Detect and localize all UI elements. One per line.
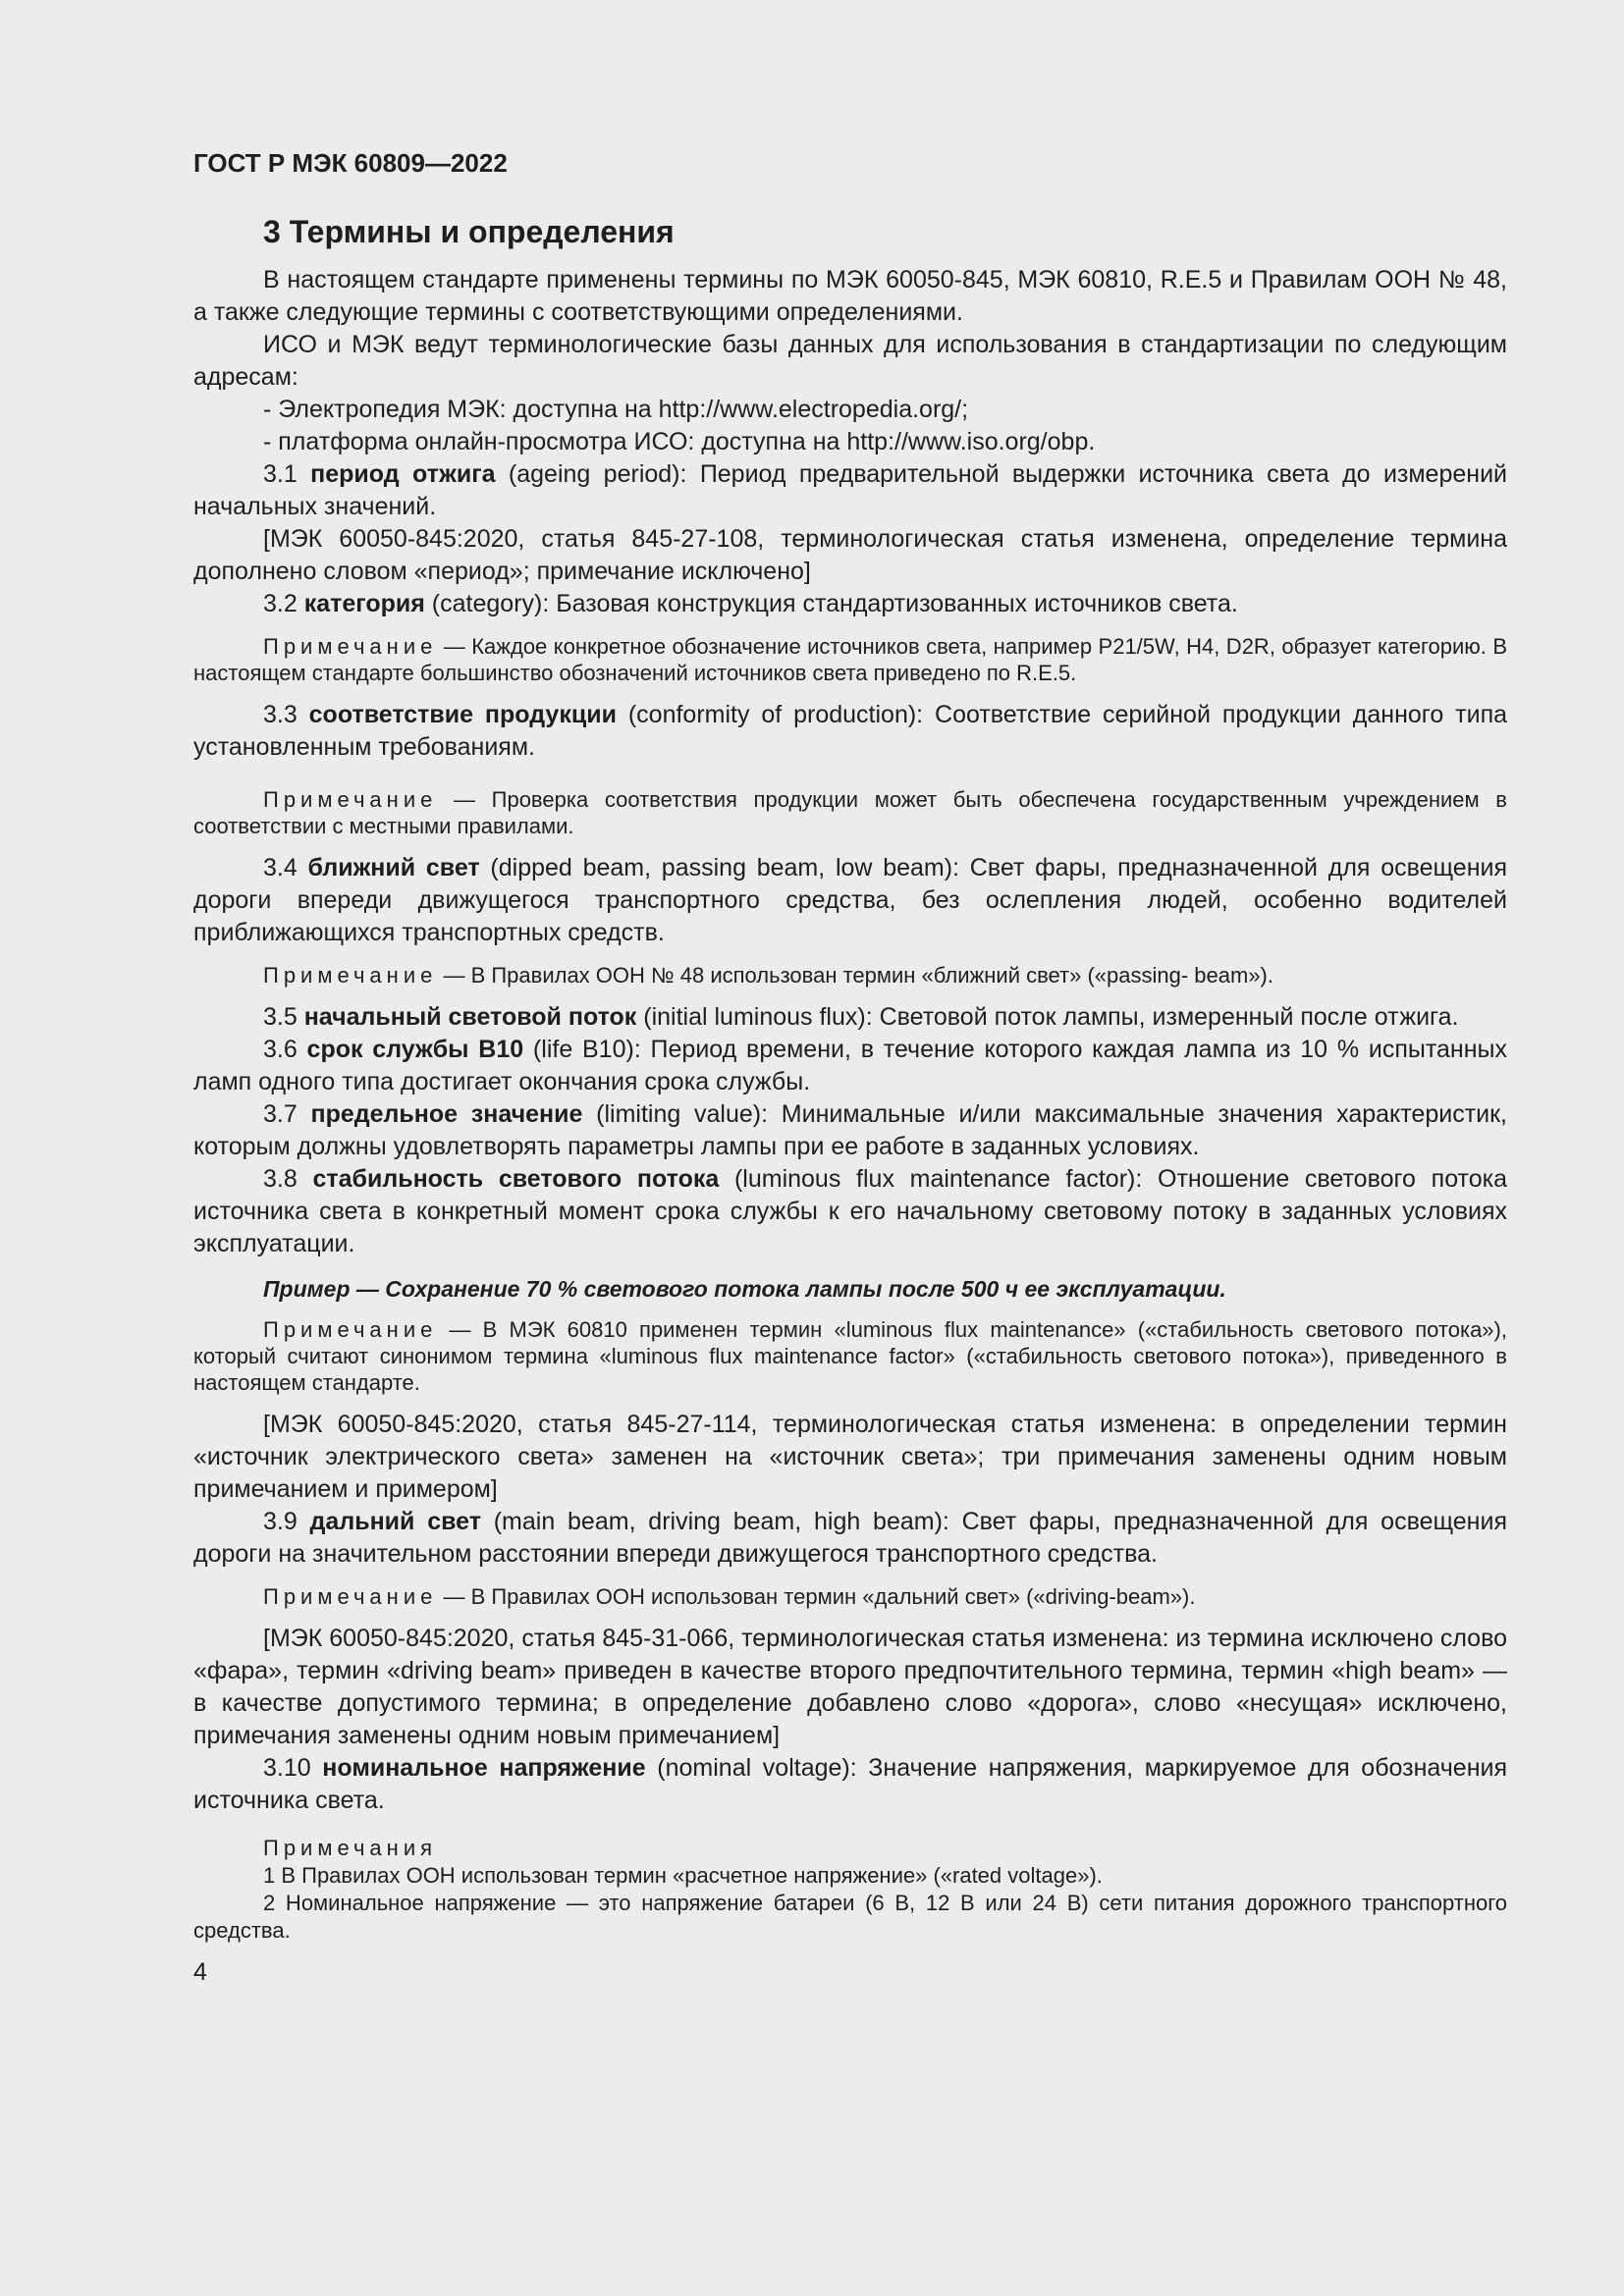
term-3-4	[193, 852, 1507, 949]
note-item-2: 2 Номинальное напряжение — это напряжение батареи (6 В, 12 В или 24 В) сети питания дорожного транспортного средства.	[193, 1891, 1507, 1943]
source-3-1: [МЭК 60050-845:2020, статья 845-27-108, терминологическая статья изменена, определение термина дополнено словом «период»; примечание исключено]	[193, 525, 1507, 585]
term-3-5	[193, 1001, 1507, 1034]
list-item-electropedia: - Электропедия МЭК: доступна на http://www.electropedia.org/;	[263, 396, 969, 423]
term-number: 3.1	[263, 460, 311, 488]
note-text: — В Правилах ООН № 48 использован термин «ближний свет» («passing- beam»).	[437, 963, 1273, 988]
term-name: срок службы B10	[306, 1036, 524, 1063]
term-3-6	[193, 1034, 1507, 1098]
term-name: категория	[303, 590, 425, 617]
intro-paragraph: В настоящем стандарте применены термины по МЭК 60050-845, МЭК 60810, R.E.5 и Правилам ООН № 48, а также следующие термины с соответствующими определениями.	[193, 266, 1507, 326]
note-3-4	[193, 962, 1507, 988]
term-number: 3.5	[263, 1003, 304, 1031]
document-header: ГОСТ Р МЭК 60809—2022	[193, 148, 508, 178]
term-definition: (initial luminous flux): Световой поток лампы, измеренный после отжига.	[636, 1003, 1459, 1031]
note-text: — Каждое конкретное обозначение источников света, например P21/5W, H4, D2R, образует категорию. В настоящем стандарте большинство обозначений источников света приведено по R.E.5.	[193, 634, 1507, 685]
term-name: стабильность светового потока	[312, 1165, 720, 1193]
term-definition: (conformity of production): Соответствие серийной продукции данного типа установленным требованиям.	[193, 701, 1508, 761]
term-definition: (main beam, driving beam, high beam): Свет фары, предназначенной для освещения дороги на значительном расстоянии впереди движущегося транспортного средства.	[193, 1508, 1507, 1568]
note-label: Примечание	[263, 1317, 438, 1342]
note-text: — Проверка соответствия продукции может быть обеспечена государственным учреждением в соответствии с местными правилами.	[193, 787, 1507, 838]
term-definition: (ageing period): Период предварительной выдержки источника света до измерений начальных значений.	[193, 460, 1508, 520]
term-definition: (dipped beam, passing beam, low beam): Свет фары, предназначенной для освещения дороги впереди движущегося транспортного средства, без ослепления людей, особенно водителей приближающихся транспортных средств.	[193, 854, 1508, 946]
section-title: 3 Термины и определения	[263, 214, 675, 249]
note-label: Примечание	[263, 963, 438, 988]
term-name: предельное значение	[310, 1100, 583, 1128]
source-3-8: [МЭК 60050-845:2020, статья 845-27-114, терминологическая статья изменена: в определении термин «источник электрического света» заменен на «источник света»; три примечания заменены одним новым примечанием и примером]	[193, 1411, 1507, 1503]
term-3-1	[193, 458, 1507, 523]
term-number: 3.9	[263, 1508, 310, 1535]
note-3-2	[193, 633, 1507, 686]
term-definition: (category): Базовая конструкция стандартизованных источников света.	[424, 590, 1238, 617]
page-content	[193, 145, 1507, 1989]
note-label: Примечание	[263, 787, 438, 812]
note-3-3	[193, 786, 1507, 839]
term-number: 3.10	[263, 1754, 323, 1782]
term-3-2	[193, 588, 1507, 620]
list-item-iso-obp: - платформа онлайн-просмотра ИСО: доступна на http://www.iso.org/obp.	[263, 428, 1096, 455]
term-name: номинальное напряжение	[322, 1754, 646, 1782]
term-3-3	[193, 699, 1507, 764]
term-3-7	[193, 1098, 1507, 1163]
page-number: 4	[193, 1958, 207, 1986]
note-3-8	[193, 1316, 1507, 1396]
term-number: 3.3	[263, 701, 309, 728]
note-3-9	[193, 1583, 1507, 1610]
term-definition: (life B10): Период времени, в течение которого каждая лампа из 10 % испытанных ламп одного типа достигает окончания срока службы.	[193, 1036, 1507, 1095]
term-3-9	[193, 1506, 1507, 1571]
term-number: 3.6	[263, 1036, 307, 1063]
iso-iec-paragraph: ИСО и МЭК ведут терминологические базы данных для использования в стандартизации по следующим адресам:	[193, 331, 1507, 391]
term-definition: (nominal voltage): Значение напряжения, маркируемое для обозначения источника света.	[193, 1754, 1508, 1814]
note-item-1: 1 В Правилах ООН использован термин «расчетное напряжение» («rated voltage»).	[263, 1863, 1103, 1888]
term-name: соответствие продукции	[308, 701, 617, 728]
term-name: период отжига	[310, 460, 496, 488]
note-text: — В МЭК 60810 применен термин «luminous flux maintenance» («стабильность светового потока»), который считают синонимом термина «luminous flux maintenance factor» («стабильность светового потока»), приведенного в настоящем стандарте.	[193, 1317, 1507, 1395]
term-name: ближний свет	[307, 854, 480, 881]
term-number: 3.8	[263, 1165, 313, 1193]
term-definition: (luminous flux maintenance factor): Отношение светового потока источника света в конкретный момент срока службы к его начальному световому потоку в заданных условиях эксплуатации.	[193, 1165, 1508, 1257]
notes-heading: Примечания	[263, 1836, 438, 1860]
note-label: Примечание	[263, 634, 438, 659]
term-number: 3.2	[263, 590, 304, 617]
term-3-8	[193, 1163, 1507, 1260]
term-number: 3.7	[263, 1100, 311, 1128]
term-3-10	[193, 1752, 1507, 1817]
note-label: Примечание	[263, 1584, 438, 1609]
term-definition: (limiting value): Минимальные и/или максимальные значения характеристик, которым должны удовлетворять параметры лампы при ее работе в заданных условиях.	[193, 1100, 1508, 1160]
example-3-8: Пример — Сохранение 70 % светового потока лампы после 500 ч ее эксплуатации.	[263, 1276, 1226, 1302]
term-number: 3.4	[263, 854, 308, 881]
term-name: начальный световой поток	[303, 1003, 637, 1031]
term-name: дальний свет	[309, 1508, 481, 1535]
source-3-9: [МЭК 60050-845:2020, статья 845-31-066, терминологическая статья изменена: из термина исключено слово «фара», термин «driving beam» приведен в качестве второго предпочтительного термина, термин «high beam» — в качестве допустимого термина; в определение добавлено слово «дорога», слово «несущая» исключено, примечания заменены одним новым примечанием]	[193, 1625, 1507, 1749]
note-text: — В Правилах ООН использован термин «дальний свет» («driving-beam»).	[437, 1584, 1196, 1609]
